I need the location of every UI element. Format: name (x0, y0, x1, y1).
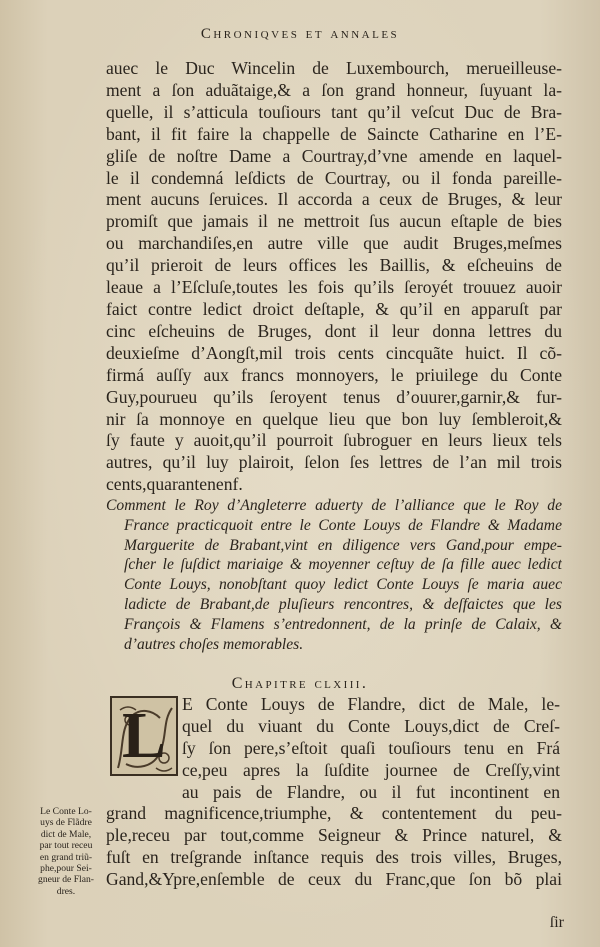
margin-note-line: phe,pour Sei- (40, 863, 92, 875)
summary-line: Conte Louys, nonobſtant quoy ledict Conte Louys ſe maria auec (124, 576, 562, 594)
body-line: ſy faute y auoit,qu’il pourroit ſubroguer en leurs lieux tels (106, 430, 562, 451)
chapter-text-full (106, 803, 562, 891)
margin-note-line: dres. (56, 885, 76, 897)
catchword: ſir (549, 914, 564, 931)
chapter-heading: Chapitre clxiii. (231, 675, 369, 692)
body-line: gliſe de noſtre Dame a Courtray,d’vne amende en laquel- (106, 145, 562, 166)
body-line: ment aucuns ſeruices. Il accorda a ceux de Bruges, & leur (106, 189, 562, 210)
chapter-line: ſy ſon pere,s’eſtoit quaſi touſiours tenu en Frá (182, 737, 560, 758)
body-line: qu’il prieroit de leurs offices les Baillis, & eſcheuins de (106, 255, 562, 276)
body-line: le il condemná leſdicts de Courtray, ou il fonda pareille- (106, 167, 562, 188)
summary-line: Marguerite de Brabant,vint en diligence vers Gand,pour empe- (124, 536, 562, 554)
body-line: ment a ſon aduãtaige,& a ſon grand honneur, ſuyuant la- (106, 79, 562, 100)
margin-note-line: uys de Flãdre (40, 817, 92, 829)
chapter-line: fuſt en treſgrande inſtance requis des trois villes, Bruges, (106, 846, 562, 867)
body-line: nir ſa monnoye en quelque lieu que bon luy ſembleroit,& (106, 408, 562, 429)
body-line: deuxieſme d’Aongſt,mil trois cents cincquãte huict. Il cõ- (106, 342, 562, 363)
chapter-line: grand magnificence,triumphe, & contentement du peu- (106, 803, 562, 823)
initial-letter: L (121, 699, 167, 772)
body-line: ou marchandiſes,en autre ville que audit Bruges,meſmes (106, 233, 562, 254)
chapter-line: au pais de Flandre, ou il fut incontinent en (182, 781, 560, 802)
summary-line: France practicquoit entre le Conte Louys de Flandre & Madame (124, 516, 562, 534)
chapter-text-indented (182, 694, 560, 804)
margin-note-line: par tout receu (39, 840, 93, 852)
body-line: Guy,pourueu qu’ils ſeroyent tenus d’ouurer,garnir,& fur- (106, 386, 562, 407)
body-line: firmá auſſy aux francs monnoyers, le priuilege du Conte (106, 364, 562, 385)
chapter-line: ple,receu par tout,comme Seigneur & Prince naturel, & (106, 824, 562, 845)
chapter-line: quel du viuant du Conte Louys,dict de Creſ- (182, 715, 560, 736)
body-line: promiſt que jamais il ne mettroit ſus aucun eſtaple de bies (106, 211, 562, 232)
chapter-line: Gand,&Ypre,enſemble de ceux du Franc,que ſon bõ plai (106, 868, 562, 889)
chapter-line: E Conte Louys de Flandre, dict de Male, le- (182, 694, 560, 714)
body-line: leaue a l’Eſcluſe,toutes les fois qu’ils ſeroyét trouuez auoir (106, 277, 562, 298)
body-line: bant, il fit faire la chappelle de Saincte Catharine en l’E- (106, 123, 562, 144)
body-line: faict contre ledict droict deſtaple, & qu’il en apparuſt par (106, 298, 562, 319)
chapter-summary (106, 496, 562, 654)
running-head: Chroniqves et annales (200, 26, 400, 42)
margin-note-line: Le Conte Lo- (40, 806, 92, 817)
summary-line: d’autres choſes memorables. (124, 635, 304, 653)
summary-line: ladicte de Brabant,de pluſieurs rencontres, & deſfaictes que les (124, 595, 562, 613)
body-text (106, 58, 562, 496)
margin-note (28, 806, 104, 897)
body-line: cinc eſcheuins de Bruges, dont il leur donna lettres du (106, 320, 562, 341)
margin-note-line: gneur de Flan- (38, 874, 94, 886)
summary-line: ſcher le ſuſdict mariaige & moyenner ceſtuy de ſa fille auec ledict (124, 556, 562, 574)
margin-note-line: en grand triũ- (39, 851, 93, 863)
summary-line: Comment le Roy d’Angleterre aduerty de l’alliance que le Roy de (106, 497, 562, 514)
decorated-initial (110, 696, 178, 776)
chapter-line: ce,peu apres la ſuſdite journee de Creſſy,vint (182, 759, 560, 780)
margin-note-line: dict de Male, (40, 828, 92, 840)
body-line: quelle, il s’atticula touſiours tant qu’il veſcut Duc de Bra- (106, 101, 562, 122)
body-line: auec le Duc Wincelin de Luxembourch, merueilleuse- (106, 58, 562, 78)
body-line: cents,quarantenenf. (106, 474, 243, 495)
summary-line: François & Flamens s’entredonnent, de la prinſe de Calaix, & (124, 615, 562, 633)
body-line: autres, qu’il luy plairoit, ſelon ſes lettres de l’an mil trois (106, 452, 562, 473)
